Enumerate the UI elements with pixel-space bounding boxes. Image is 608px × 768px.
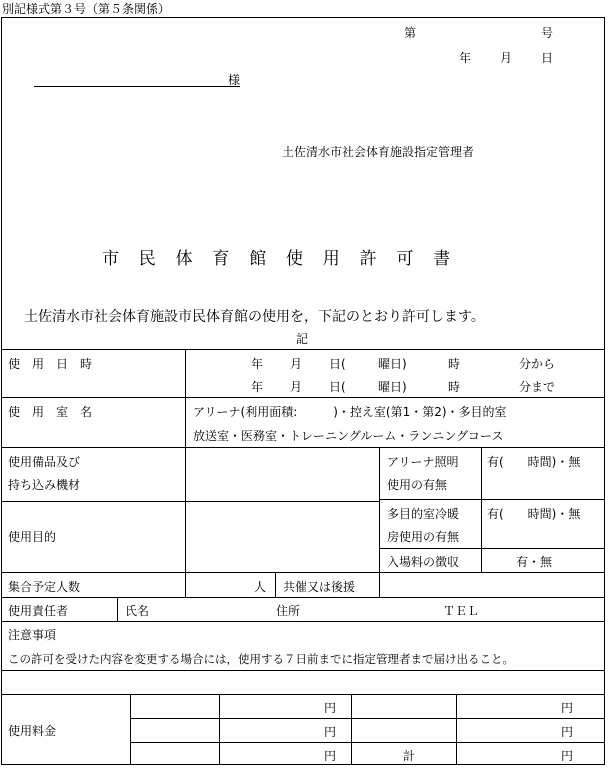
fee-label: 使用料金 xyxy=(8,724,57,738)
room-options-line1: アリーナ(利用面積: )・控え室(第1・第2)・多目的室 xyxy=(193,405,507,419)
notes-label: 注意事項 xyxy=(8,628,57,642)
fee-yen: 円 xyxy=(324,725,337,739)
room-label: 使 用 室 名 xyxy=(8,405,93,419)
date-day: 日 xyxy=(541,51,554,65)
form-label: 別記様式第３号（第５条関係） xyxy=(2,2,171,16)
attendance-unit: 人 xyxy=(254,580,267,594)
manager-name-label: 氏名 xyxy=(125,604,150,618)
intro-text: 土佐清水市社会体育施設市民体育館の使用を，下記のとおり許可します。 xyxy=(24,309,485,325)
number-suffix: 号 xyxy=(541,26,554,40)
datetime-end-year: 年 xyxy=(251,380,264,394)
manager-address-label: 住所 xyxy=(276,604,301,618)
fee-total-yen: 円 xyxy=(561,749,574,763)
fee-yen: 円 xyxy=(561,701,574,715)
datetime-end-hour: 時 xyxy=(448,380,461,394)
datetime-start-day: 日( xyxy=(329,357,346,371)
fee-yen: 円 xyxy=(561,725,574,739)
lighting-value: 有( 時間)・無 xyxy=(487,455,581,469)
manager-tel-label: ＴＥＬ xyxy=(443,604,480,618)
aircon-value: 有( 時間)・無 xyxy=(487,507,581,521)
fee-yen: 円 xyxy=(324,701,337,715)
date-month: 月 xyxy=(500,51,513,65)
attendance-label: 集合予定人数 xyxy=(8,580,81,594)
datetime-label: 使 用 日 時 xyxy=(8,357,93,371)
datetime-start-minute: 分から xyxy=(519,357,556,371)
manager-label: 使用責任者 xyxy=(8,604,69,618)
datetime-end-day: 日( xyxy=(329,380,346,394)
issuer-name: 土佐清水市社会体育施設指定管理者 xyxy=(282,145,475,159)
addressee-suffix: 様 xyxy=(228,73,241,87)
datetime-end-weekday: 曜日) xyxy=(378,380,407,394)
aircon-label-2: 房使用の有無 xyxy=(387,530,460,544)
datetime-start-weekday: 曜日) xyxy=(378,357,407,371)
datetime-end-minute: 分まで xyxy=(519,380,556,394)
equipment-label-2: 持ち込み機材 xyxy=(8,478,81,492)
admission-label: 入場料の徴収 xyxy=(387,555,460,569)
fee-yen: 円 xyxy=(324,749,337,763)
datetime-end-month: 月 xyxy=(290,380,303,394)
datetime-start-year: 年 xyxy=(251,357,264,371)
room-options-line2: 放送室・医務室・トレーニングルーム・ランニングコース xyxy=(193,429,504,443)
ki-label: 記 xyxy=(296,332,309,346)
sponsor-label: 共催又は後援 xyxy=(283,580,356,594)
addressee-line xyxy=(34,86,240,87)
fee-total-label: 計 xyxy=(403,749,416,763)
notes-text: この許可を受けた内容を変更する場合には，使用する７日前までに指定管理者まで届け出ること。 xyxy=(8,652,514,666)
datetime-start-hour: 時 xyxy=(448,357,461,371)
number-label: 第 xyxy=(404,26,417,40)
admission-value: 有・無 xyxy=(516,555,553,569)
datetime-start-month: 月 xyxy=(290,357,303,371)
purpose-label: 使用目的 xyxy=(8,530,57,544)
aircon-label-1: 多目的室冷暖 xyxy=(387,507,460,521)
equipment-label-1: 使用備品及び xyxy=(8,455,81,469)
lighting-label-1: アリーナ照明 xyxy=(387,455,459,469)
document-title: 市 民 体 育 館 使 用 許 可 書 xyxy=(102,249,451,269)
lighting-label-2: 使用の有無 xyxy=(387,478,448,492)
date-year: 年 xyxy=(459,51,472,65)
